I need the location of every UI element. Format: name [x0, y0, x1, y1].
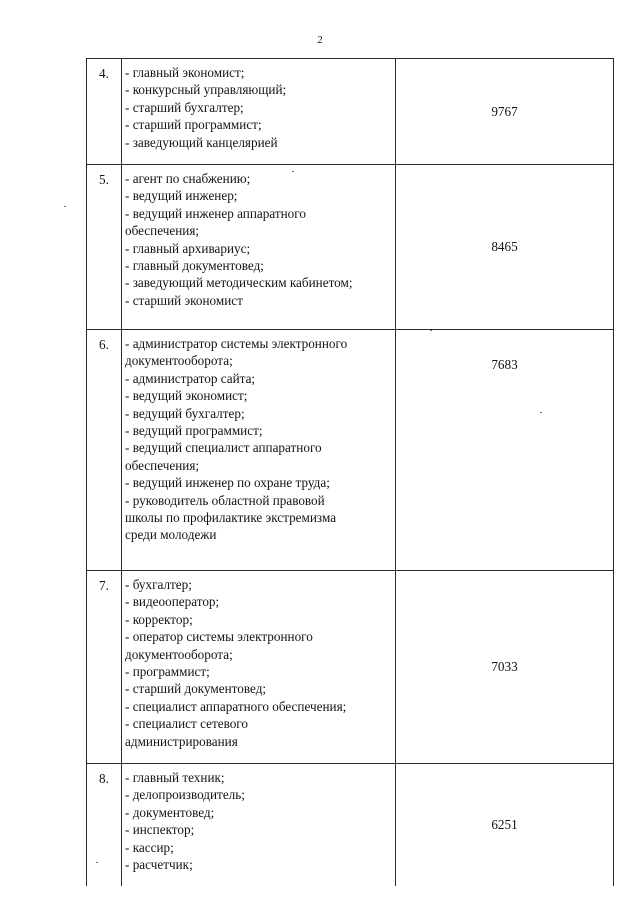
position-line: - документовед; — [125, 804, 215, 820]
scan-speck — [540, 412, 542, 413]
position-line: - видеооператор; — [125, 594, 220, 610]
salary-table — [86, 58, 614, 886]
position-line: - старший документовед; — [125, 681, 267, 697]
position-line: - старший бухгалтер; — [125, 99, 244, 115]
position-line: - специалист аппаратного обеспечения; — [125, 698, 347, 714]
row-number: 7. — [87, 571, 122, 764]
position-line: - ведущий инженер; — [125, 188, 238, 204]
position-line: - старший программист; — [125, 117, 262, 133]
position-line: - ведущий экономист; — [125, 388, 248, 404]
position-line: - администратор системы электронного — [125, 336, 348, 351]
position-line: - кассир; — [125, 839, 174, 855]
salary-value: 8465 — [396, 165, 614, 330]
salary-value: 7683 — [396, 330, 614, 571]
position-line: администрирования — [125, 733, 238, 749]
position-line: обеспечения; — [125, 457, 200, 473]
position-line: документооборота; — [125, 353, 233, 369]
position-line: - инспектор; — [125, 822, 195, 838]
position-line: - заведующий методическим кабинетом; — [125, 275, 353, 291]
position-line: - администратор сайта; — [125, 370, 256, 386]
table-row — [87, 165, 614, 330]
scan-speck — [292, 171, 294, 172]
position-line: - специалист сетевого — [125, 716, 248, 732]
position-line: школы по профилактике экстремизма — [125, 510, 337, 526]
position-line: - ведущий программист; — [125, 423, 263, 439]
row-number: 8. — [87, 764, 122, 887]
position-line: - оператор системы электронного — [125, 629, 313, 645]
position-line: - агент по снабжению; — [125, 171, 251, 186]
table-row — [87, 59, 614, 165]
position-list — [122, 59, 396, 165]
position-line: - ведущий инженер по охране труда; — [125, 475, 330, 491]
position-list — [122, 764, 396, 887]
scan-speck — [96, 862, 98, 863]
salary-value: 9767 — [396, 59, 614, 165]
page-number: 2 — [317, 34, 323, 46]
position-line: среди молодежи — [125, 527, 217, 543]
position-line: - главный документовед; — [125, 258, 264, 274]
position-list — [122, 571, 396, 764]
salary-value: 6251 — [396, 764, 614, 887]
row-number: 6. — [87, 330, 122, 571]
position-line: - расчетчик; — [125, 857, 193, 873]
position-line: - старший экономист — [125, 292, 243, 308]
position-line: - заведующий канцелярией — [125, 134, 278, 150]
scan-speck — [430, 330, 432, 331]
position-line: - программист; — [125, 664, 210, 680]
table-row — [87, 764, 614, 887]
row-number: 4. — [87, 59, 122, 165]
salary-value: 7033 — [396, 571, 614, 764]
scan-speck — [64, 206, 66, 207]
position-line: - главный архивариус; — [125, 240, 251, 256]
position-line: обеспечения; — [125, 223, 200, 239]
position-list — [122, 165, 396, 330]
position-line: - ведущий специалист аппаратного — [125, 440, 322, 456]
table-row — [87, 330, 614, 571]
position-line: - корректор; — [125, 611, 193, 627]
position-line: - ведущий инженер аппаратного — [125, 205, 306, 221]
position-line: - делопроизводитель; — [125, 787, 245, 803]
position-list — [122, 330, 396, 571]
position-line: - ведущий бухгалтер; — [125, 405, 245, 421]
position-line: - конкурсный управляющий; — [125, 82, 287, 98]
position-line: - руководитель областной правовой — [125, 492, 325, 508]
row-number: 5. — [87, 165, 122, 330]
position-line: - главный экономист; — [125, 65, 245, 80]
position-line: документооборота; — [125, 646, 233, 662]
position-line: - главный техник; — [125, 770, 225, 785]
table-row — [87, 571, 614, 764]
position-line: - бухгалтер; — [125, 577, 192, 592]
